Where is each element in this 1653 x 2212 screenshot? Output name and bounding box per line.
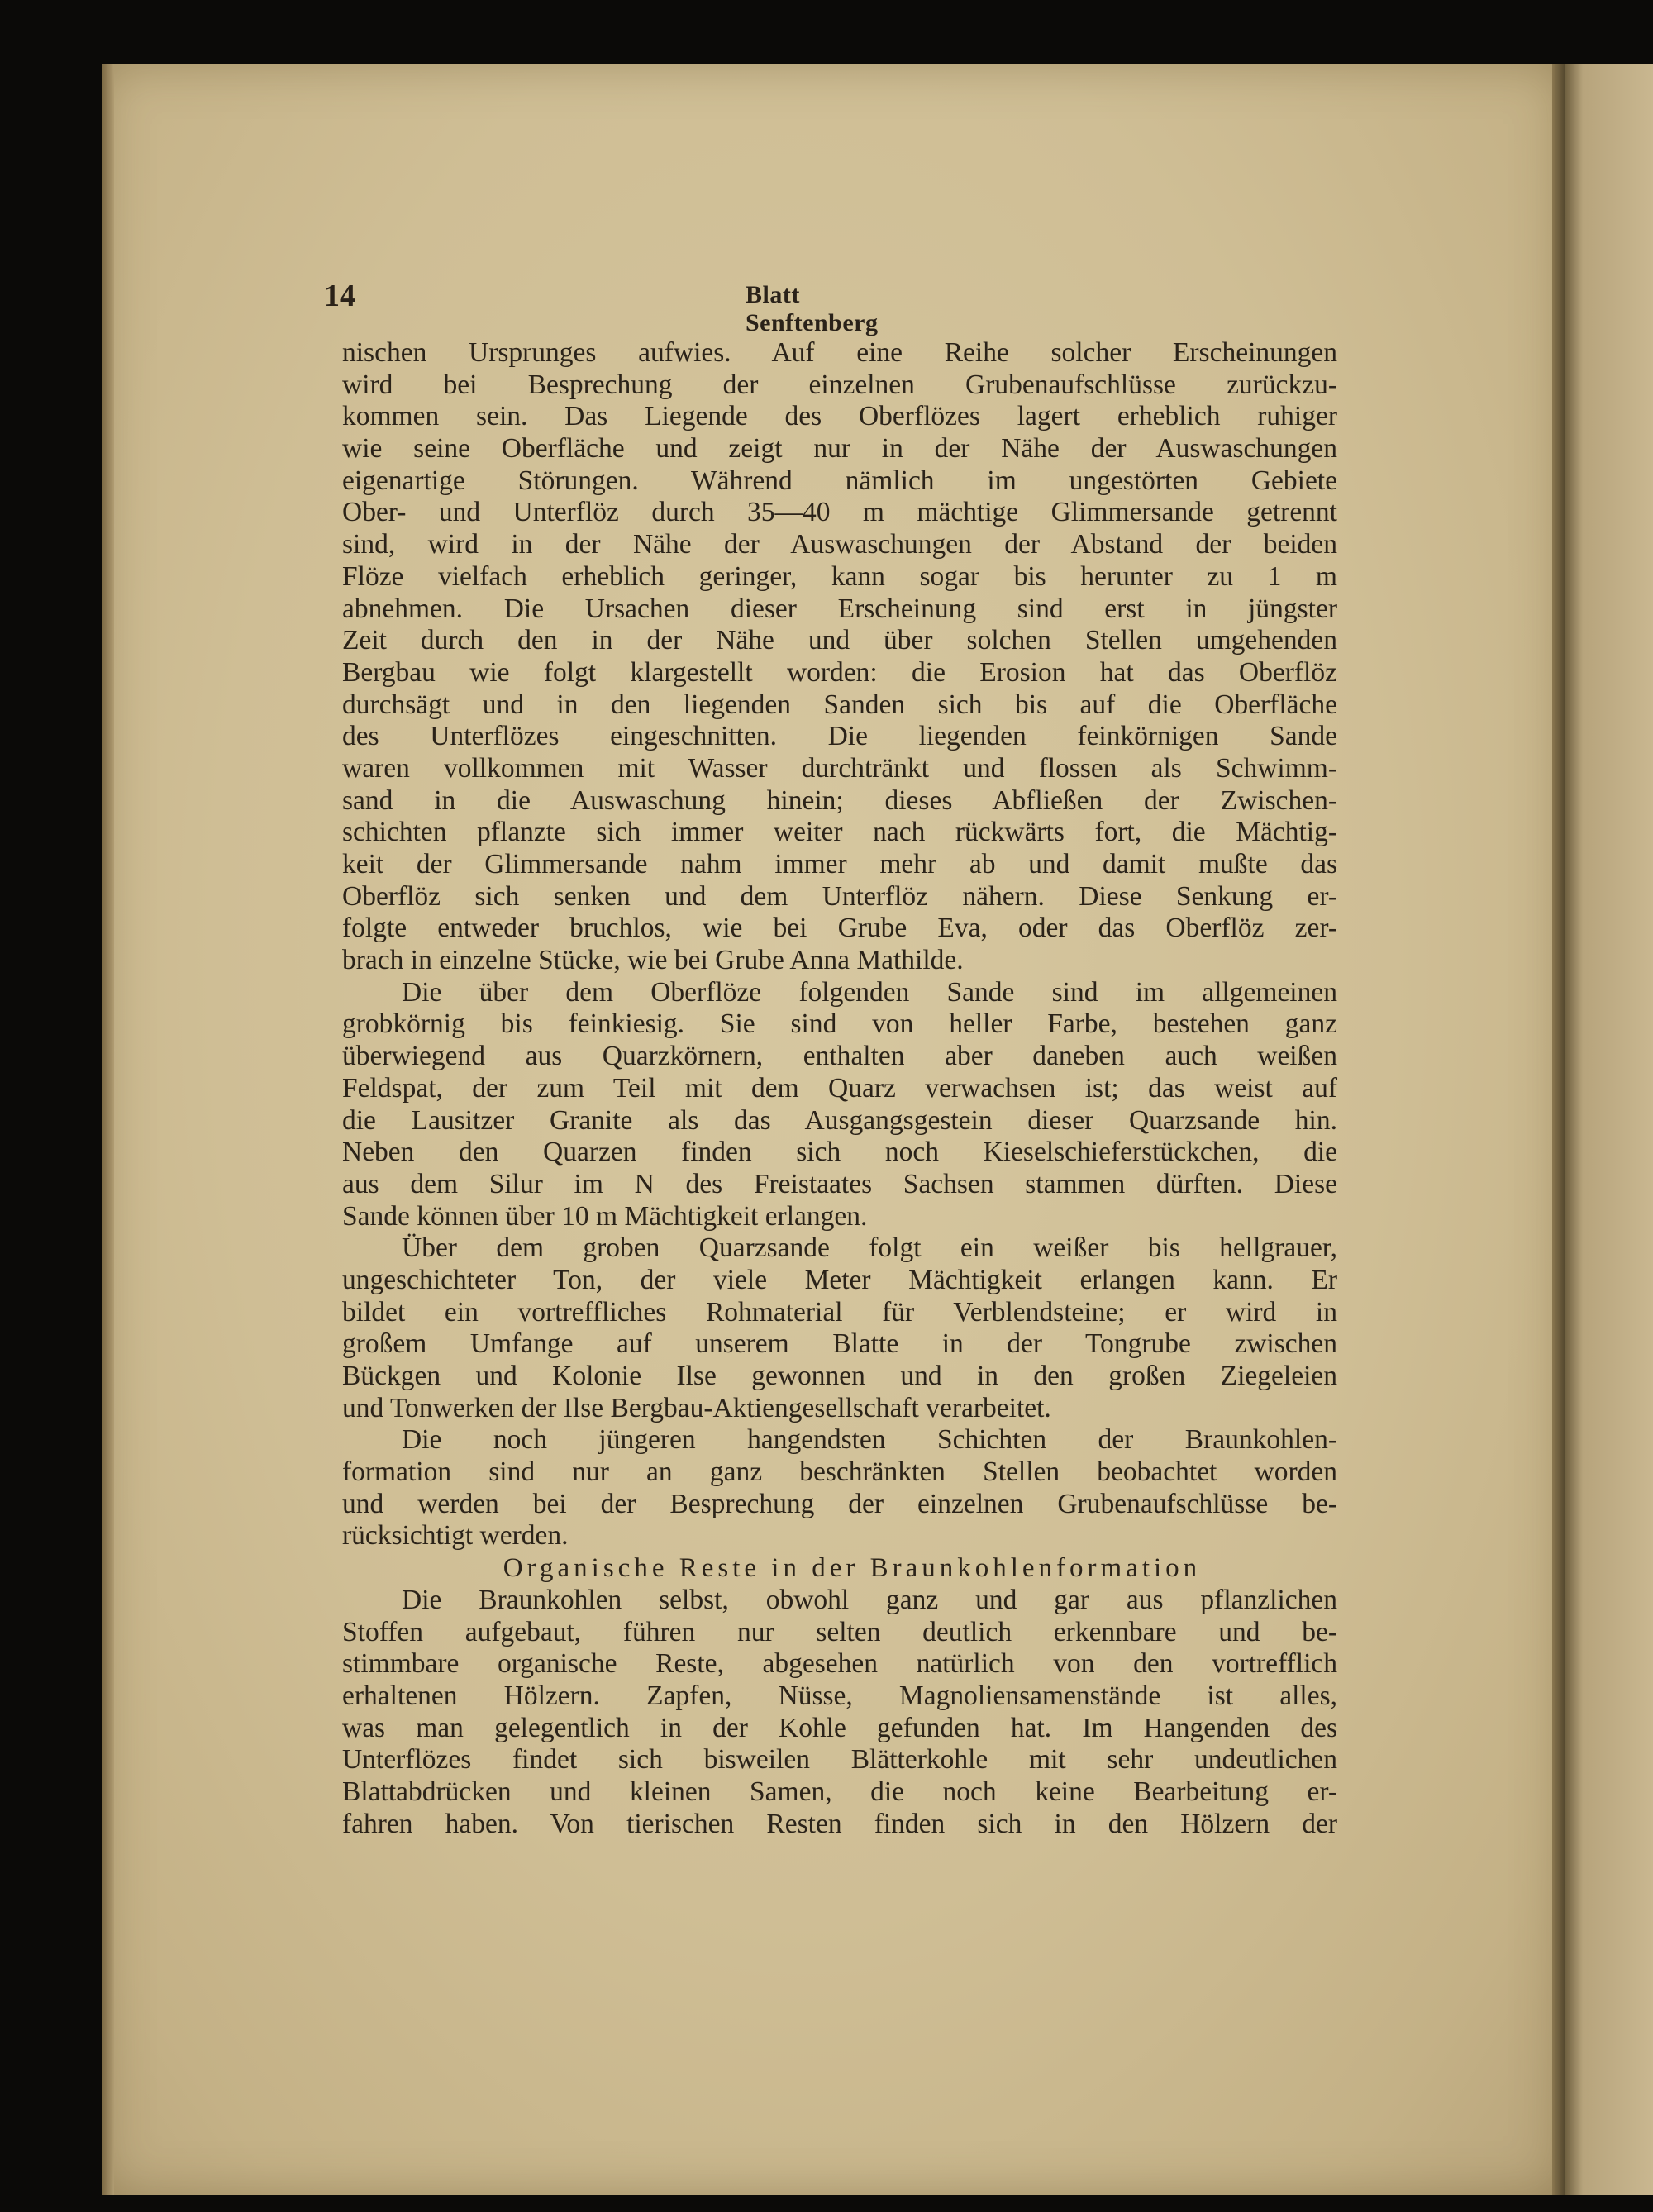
text-line: kommen sein. Das Liegende des Oberflözes lagert erheblich ruhiger	[342, 401, 1337, 432]
text-line: Zeit durch den in der Nähe und über solchen Stellen umgehenden	[342, 625, 1337, 656]
text-line: Neben den Quarzen finden sich noch Kieselschieferstückchen, die	[342, 1137, 1337, 1168]
paragraph-start-line: Die über dem Oberflöze folgenden Sande sind im allgemeinen	[402, 976, 1337, 1008]
text-line: Bückgen und Kolonie Ilse gewonnen und in den großen Ziegeleien	[342, 1361, 1337, 1391]
text-line: formation sind nur an ganz beschränkten Stellen beobachtet worden	[342, 1456, 1337, 1488]
text-line: Bergbau wie folgt klargestellt worden: die Erosion hat das Oberflöz	[342, 656, 1337, 688]
text-line: sand in die Auswaschung hinein; dieses Abfließen der Zwischen-	[342, 784, 1337, 816]
text-line: folgte entweder bruchlos, wie bei Grube Eva, oder das Oberflöz zer-	[342, 913, 1337, 944]
text-line: waren vollkommen mit Wasser durchtränkt und flossen als Schwimm-	[342, 752, 1337, 784]
text-line: Sande können über 10 m Mächtigkeit erlangen.	[342, 1200, 868, 1232]
page-number: 14	[324, 279, 355, 313]
running-head: Blatt Senftenberg	[746, 281, 879, 336]
page-left-edge	[102, 64, 114, 2195]
paragraph-start-line: Die Braunkohlen selbst, obwohl ganz und gar aus pflanzlichen	[402, 1584, 1337, 1615]
text-line: grobkörnig bis feinkiesig. Sie sind von heller Farbe, bestehen ganz	[342, 1008, 1337, 1040]
text-line: nischen Ursprunges aufwies. Auf eine Reihe solcher Erscheinungen	[342, 337, 1337, 368]
text-line: die Lausitzer Granite als das Ausgangsgestein dieser Quarzsande hin.	[342, 1104, 1337, 1136]
text-line: brach in einzelne Stücke, wie bei Grube Anna Mathilde.	[342, 945, 964, 976]
page-header	[324, 278, 936, 336]
text-line: bildet ein vortreffliches Rohmaterial für Verblendsteine; er wird in	[342, 1296, 1337, 1328]
text-line: ungeschichteter Ton, der viele Meter Mächtigkeit erlangen kann. Er	[342, 1264, 1337, 1295]
text-line: überwiegend aus Quarzkörnern, enthalten aber daneben auch weißen	[342, 1041, 1337, 1072]
paragraph-start-line: Über dem groben Quarzsande folgt ein weißer bis hellgrauer,	[402, 1232, 1337, 1264]
text-line: und Tonwerken der Ilse Bergbau-Aktiengesellschaft verarbeitet.	[342, 1392, 1051, 1423]
text-line: Unterflözes findet sich bisweilen Blätterkohle mit sehr undeutlichen	[342, 1744, 1337, 1776]
text-line: sind, wird in der Nähe der Auswaschungen der Abstand der beiden	[342, 529, 1337, 560]
text-line: keit der Glimmersande nahm immer mehr ab und damit mußte das	[342, 849, 1337, 880]
text-line: Feldspat, der zum Teil mit dem Quarz verwachsen ist; das weist auf	[342, 1072, 1337, 1104]
text-line: wird bei Besprechung der einzelnen Grubenaufschlüsse zurückzu-	[342, 369, 1337, 400]
text-line: aus dem Silur im N des Freistaates Sachsen stammen dürften. Diese	[342, 1168, 1337, 1199]
text-line: Ober- und Unterflöz durch 35—40 m mächtige Glimmersande getrennt	[342, 497, 1337, 528]
text-line: schichten pflanzte sich immer weiter nach rückwärts fort, die Mächtig-	[342, 817, 1337, 848]
text-line: Flöze vielfach erheblich geringer, kann sogar bis herunter zu 1 m	[342, 560, 1337, 592]
text-line: durchsägt und in den liegenden Sanden sich bis auf die Oberfläche	[342, 689, 1337, 720]
text-line: fahren haben. Von tierischen Resten finden sich in den Hölzern der	[342, 1808, 1337, 1839]
text-line: rücksichtigt werden.	[342, 1520, 569, 1552]
text-line: Stoffen aufgebaut, führen nur selten deutlich erkennbare und be-	[342, 1616, 1337, 1647]
text-line: was man gelegentlich in der Kohle gefunden hat. Im Hangenden des	[342, 1712, 1337, 1743]
text-line: Blattabdrücken und kleinen Samen, die noch keine Bearbeitung er-	[342, 1776, 1337, 1807]
text-line: abnehmen. Die Ursachen dieser Erscheinung sind erst in jüngster	[342, 593, 1337, 624]
text-line: eigenartige Störungen. Während nämlich im ungestörten Gebiete	[342, 465, 1337, 496]
text-line: großem Umfange auf unserem Blatte in der Tongrube zwischen	[342, 1328, 1337, 1360]
text-line: erhaltenen Hölzern. Zapfen, Nüsse, Magnoliensamenstände ist alles,	[342, 1680, 1337, 1711]
text-line: wie seine Oberfläche und zeigt nur in der Nähe der Auswaschungen	[342, 433, 1337, 465]
text-line: stimmbare organische Reste, abgesehen natürlich von den vortrefflich	[342, 1648, 1337, 1680]
body-text	[342, 337, 1337, 1840]
section-heading: Organische Reste in der Braunkohlenformation	[503, 1553, 1202, 1584]
text-line: des Unterflözes eingeschnitten. Die liegenden feinkörnigen Sande	[342, 721, 1337, 752]
text-line: Oberflöz sich senken und dem Unterflöz nähern. Diese Senkung er-	[342, 880, 1337, 912]
text-line: und werden bei der Besprechung der einzelnen Grubenaufschlüsse be-	[342, 1488, 1337, 1519]
paragraph-start-line: Die noch jüngeren hangendsten Schichten der Braunkohlen-	[402, 1424, 1337, 1456]
facing-page-edge	[1565, 64, 1653, 2195]
